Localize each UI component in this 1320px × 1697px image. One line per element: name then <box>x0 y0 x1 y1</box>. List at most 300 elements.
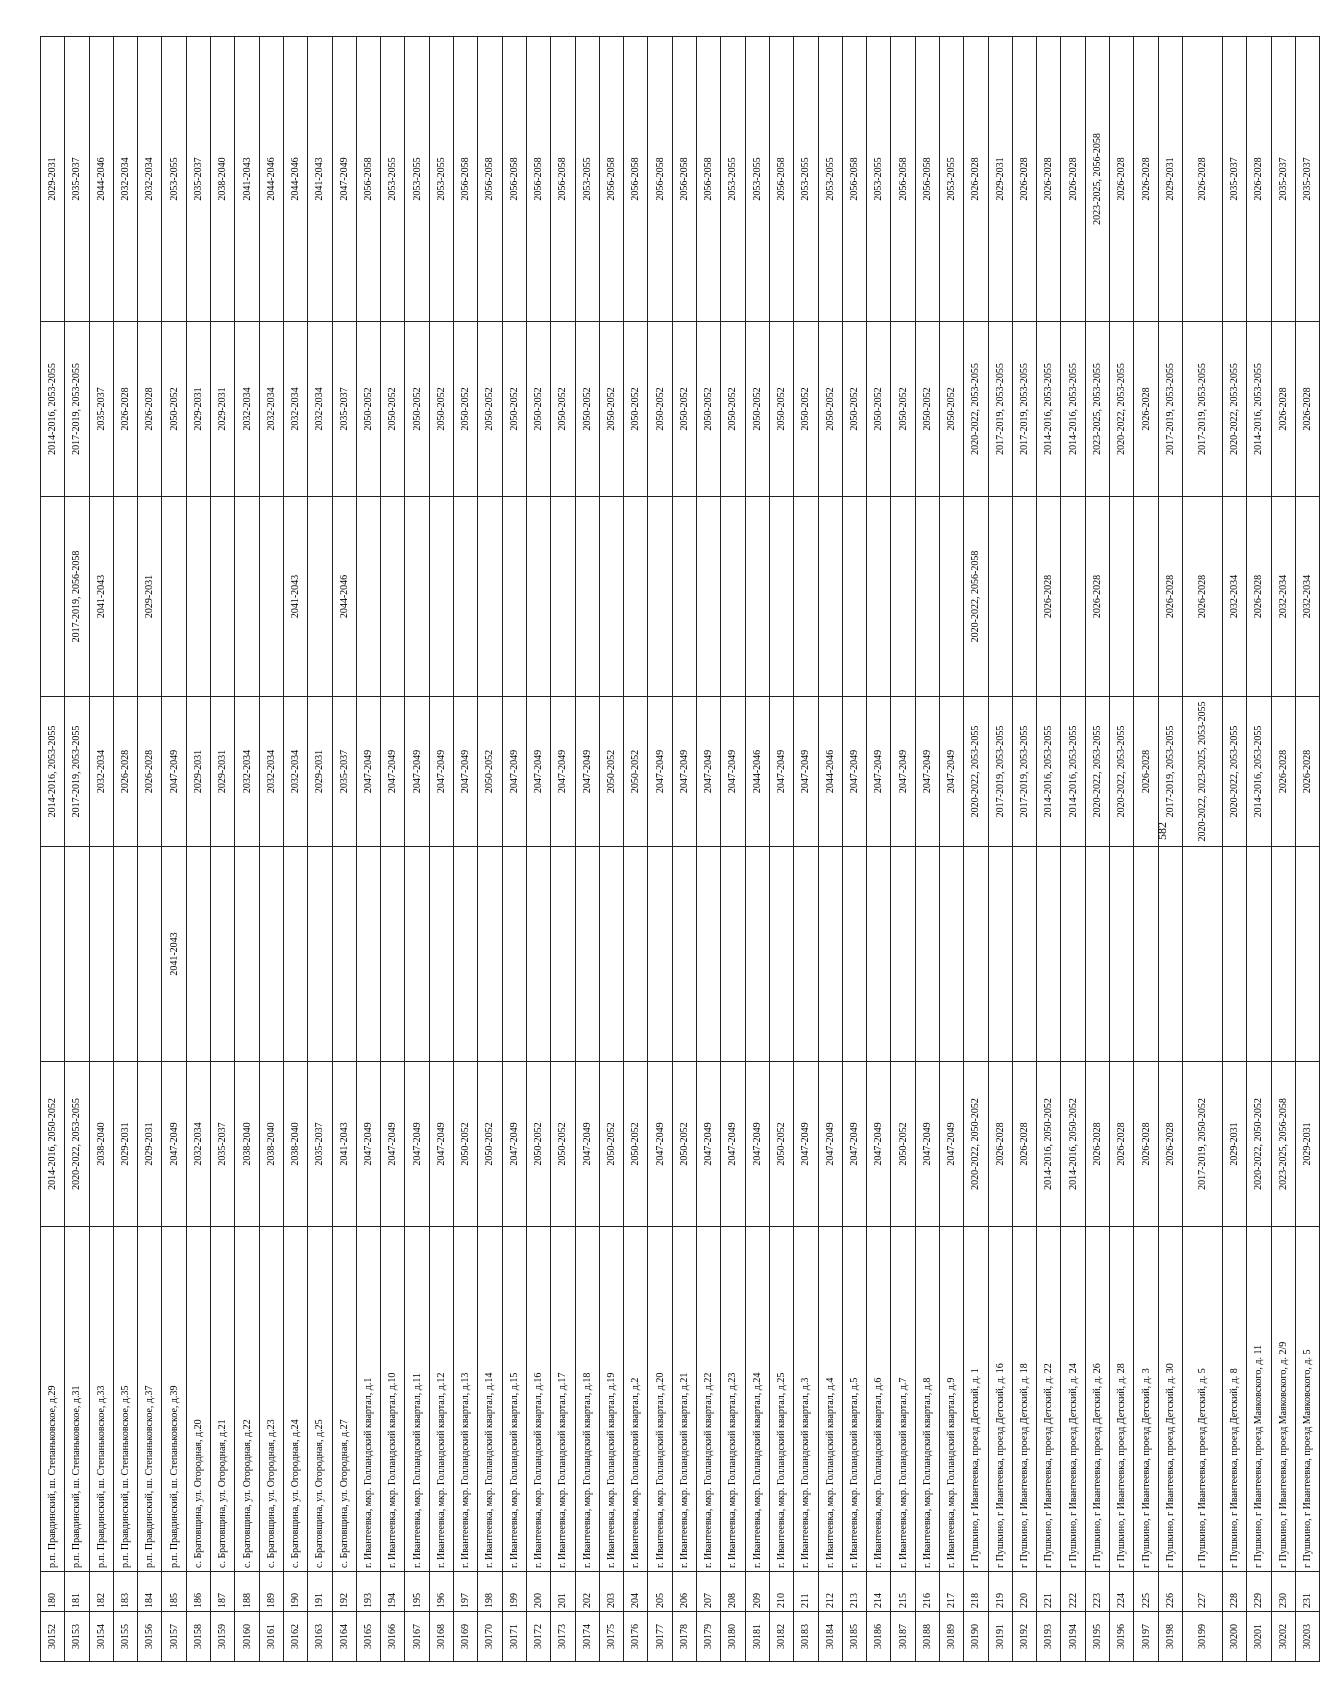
period-4-cell <box>41 497 65 697</box>
row-id-cell: 30155 <box>113 1612 137 1662</box>
period-4-cell: 2026-2028 <box>1158 497 1182 697</box>
period-1-cell: 2047-2049 <box>794 1062 818 1227</box>
period-2-cell <box>502 847 526 1062</box>
period-2-cell <box>867 847 891 1062</box>
period-5-cell: 2017-2019, 2053-2055 <box>988 322 1012 497</box>
row-id-cell: 30191 <box>988 1612 1012 1662</box>
period-5-cell: 2014-2016, 2053-2055 <box>1037 322 1061 497</box>
row-id-cell: 30175 <box>599 1612 623 1662</box>
row-number-cell: 189 <box>259 1572 283 1612</box>
row-number-cell: 213 <box>842 1572 866 1612</box>
period-5-cell: 2050-2052 <box>794 322 818 497</box>
period-2-cell <box>478 847 502 1062</box>
period-2-cell <box>891 847 915 1062</box>
table-row <box>964 37 988 1662</box>
period-1-cell: 2029-2031 <box>138 1062 162 1227</box>
table-row <box>186 37 210 1662</box>
row-number-cell: 231 <box>1295 1572 1319 1612</box>
row-id-cell: 30186 <box>867 1612 891 1662</box>
row-id-cell: 30168 <box>429 1612 453 1662</box>
table-row <box>1182 37 1222 1662</box>
period-4-cell <box>745 497 769 697</box>
row-number-cell: 221 <box>1037 1572 1061 1612</box>
table-row <box>939 37 963 1662</box>
period-1-cell: 2026-2028 <box>1012 1062 1036 1227</box>
period-4-cell: 2029-2031 <box>138 497 162 697</box>
period-3-cell: 2029-2031 <box>211 697 235 847</box>
row-id-cell: 30183 <box>794 1612 818 1662</box>
period-2-cell <box>1158 847 1182 1062</box>
period-4-cell <box>1012 497 1036 697</box>
address-cell: г. Ивантеевка, мкр. Голландский квартал, д.20 <box>648 1227 672 1572</box>
period-4-cell <box>939 497 963 697</box>
row-id-cell: 30177 <box>648 1612 672 1662</box>
period-6-cell: 2056-2058 <box>891 37 915 322</box>
period-6-cell: 2035-2037 <box>1222 37 1246 322</box>
table-row <box>1110 37 1134 1662</box>
period-2-cell <box>1012 847 1036 1062</box>
period-1-cell: 2026-2028 <box>1134 1062 1158 1227</box>
period-6-cell: 2053-2055 <box>818 37 842 322</box>
row-id-cell: 30187 <box>891 1612 915 1662</box>
period-5-cell: 2050-2052 <box>478 322 502 497</box>
period-5-cell: 2017-2019, 2053-2055 <box>65 322 89 497</box>
row-number-cell: 203 <box>599 1572 623 1612</box>
period-1-cell: 2050-2052 <box>891 1062 915 1227</box>
period-2-cell <box>1061 847 1085 1062</box>
address-cell: г Пушкино, г Ивантеевка, проезд Детский, д. 5 <box>1182 1227 1222 1572</box>
row-number-cell: 216 <box>915 1572 939 1612</box>
table-row <box>842 37 866 1662</box>
address-cell: г. Ивантеевка, мкр. Голландский квартал, д.8 <box>915 1227 939 1572</box>
period-5-cell: 2014-2016, 2053-2055 <box>1247 322 1271 497</box>
period-6-cell: 2056-2058 <box>769 37 793 322</box>
period-4-cell <box>478 497 502 697</box>
period-6-cell: 2026-2028 <box>1247 37 1271 322</box>
period-5-cell: 2050-2052 <box>429 322 453 497</box>
period-5-cell: 2050-2052 <box>745 322 769 497</box>
row-number-cell: 215 <box>891 1572 915 1612</box>
address-cell: г Пушкино, г Ивантеевка, проезд Детский, д. 18 <box>1012 1227 1036 1572</box>
period-3-cell: 2050-2052 <box>624 697 648 847</box>
period-4-cell <box>842 497 866 697</box>
row-number-cell: 181 <box>65 1572 89 1612</box>
period-1-cell: 2047-2049 <box>502 1062 526 1227</box>
row-id-cell: 30193 <box>1037 1612 1061 1662</box>
row-id-cell: 30188 <box>915 1612 939 1662</box>
period-2-cell <box>1271 847 1295 1062</box>
period-3-cell: 2032-2034 <box>235 697 259 847</box>
address-cell: с. Братовщина, ул. Огородная, д.24 <box>283 1227 307 1572</box>
row-id-cell: 30180 <box>721 1612 745 1662</box>
row-id-cell: 30164 <box>332 1612 356 1662</box>
period-3-cell: 2014-2016, 2053-2055 <box>1037 697 1061 847</box>
period-6-cell: 2053-2055 <box>794 37 818 322</box>
table-row <box>1012 37 1036 1662</box>
period-2-cell <box>332 847 356 1062</box>
period-2-cell <box>259 847 283 1062</box>
row-number-cell: 194 <box>381 1572 405 1612</box>
row-id-cell: 30174 <box>575 1612 599 1662</box>
row-number-cell: 199 <box>502 1572 526 1612</box>
row-id-cell: 30170 <box>478 1612 502 1662</box>
table-row <box>891 37 915 1662</box>
period-2-cell <box>575 847 599 1062</box>
period-2-cell <box>235 847 259 1062</box>
address-cell: г. Ивантеевка, мкр. Голландский квартал, д.9 <box>939 1227 963 1572</box>
period-5-cell: 2032-2034 <box>259 322 283 497</box>
period-5-cell: 2050-2052 <box>891 322 915 497</box>
period-3-cell: 2047-2049 <box>162 697 186 847</box>
row-number-cell: 184 <box>138 1572 162 1612</box>
address-cell: г. Ивантеевка, мкр. Голландский квартал, д.14 <box>478 1227 502 1572</box>
period-1-cell: 2047-2049 <box>405 1062 429 1227</box>
period-1-cell: 2050-2052 <box>672 1062 696 1227</box>
period-5-cell: 2026-2028 <box>1134 322 1158 497</box>
period-5-cell: 2050-2052 <box>624 322 648 497</box>
period-5-cell: 2023-2025, 2053-2055 <box>1085 322 1109 497</box>
period-4-cell <box>308 497 332 697</box>
period-4-cell <box>526 497 550 697</box>
period-4-cell: 2032-2034 <box>1271 497 1295 697</box>
period-2-cell <box>308 847 332 1062</box>
period-3-cell: 2044-2046 <box>745 697 769 847</box>
period-2-cell <box>454 847 478 1062</box>
row-id-cell: 30185 <box>842 1612 866 1662</box>
period-5-cell: 2026-2028 <box>1295 322 1319 497</box>
period-1-cell: 2038-2040 <box>259 1062 283 1227</box>
period-4-cell <box>454 497 478 697</box>
row-id-cell: 30163 <box>308 1612 332 1662</box>
address-cell: г. Ивантеевка, мкр. Голландский квартал, д.23 <box>721 1227 745 1572</box>
period-4-cell: 2026-2028 <box>1247 497 1271 697</box>
table-row <box>1134 37 1158 1662</box>
period-6-cell: 2056-2058 <box>454 37 478 322</box>
table-row <box>1222 37 1246 1662</box>
period-5-cell: 2032-2034 <box>235 322 259 497</box>
address-cell: р.п. Правдинский, ш. Степаньковское, д.39 <box>162 1227 186 1572</box>
period-2-cell <box>1222 847 1246 1062</box>
period-6-cell: 2056-2058 <box>672 37 696 322</box>
period-4-cell <box>891 497 915 697</box>
period-6-cell: 2026-2028 <box>1110 37 1134 322</box>
period-3-cell: 2014-2016, 2053-2055 <box>41 697 65 847</box>
period-4-cell <box>915 497 939 697</box>
table-row <box>794 37 818 1662</box>
period-3-cell: 2047-2049 <box>794 697 818 847</box>
row-id-cell: 30171 <box>502 1612 526 1662</box>
period-4-cell <box>381 497 405 697</box>
period-6-cell: 2035-2037 <box>1271 37 1295 322</box>
row-number-cell: 180 <box>41 1572 65 1612</box>
period-3-cell: 2026-2028 <box>113 697 137 847</box>
row-number-cell: 202 <box>575 1572 599 1612</box>
table-row <box>1158 37 1182 1662</box>
period-3-cell: 2050-2052 <box>478 697 502 847</box>
period-3-cell: 2035-2037 <box>332 697 356 847</box>
period-1-cell: 2047-2049 <box>745 1062 769 1227</box>
table-row <box>624 37 648 1662</box>
table-row <box>818 37 842 1662</box>
period-2-cell <box>672 847 696 1062</box>
period-5-cell: 2026-2028 <box>113 322 137 497</box>
period-1-cell: 2047-2049 <box>648 1062 672 1227</box>
period-4-cell <box>818 497 842 697</box>
period-5-cell: 2050-2052 <box>915 322 939 497</box>
row-id-cell: 30152 <box>41 1612 65 1662</box>
period-3-cell: 2017-2019, 2053-2055 <box>65 697 89 847</box>
table-row <box>745 37 769 1662</box>
period-2-cell <box>1295 847 1319 1062</box>
period-5-cell: 2032-2034 <box>283 322 307 497</box>
address-cell: р.п. Правдинский, ш. Степаньковское, д.29 <box>41 1227 65 1572</box>
period-5-cell: 2050-2052 <box>381 322 405 497</box>
period-2-cell <box>769 847 793 1062</box>
period-1-cell: 2026-2028 <box>1085 1062 1109 1227</box>
address-cell: г Пушкино, г Ивантеевка, проезд Детский, д. 22 <box>1037 1227 1061 1572</box>
period-5-cell: 2026-2028 <box>1271 322 1295 497</box>
address-cell: с. Братовщина, ул. Огородная, д.25 <box>308 1227 332 1572</box>
period-2-cell <box>356 847 380 1062</box>
row-number-cell: 210 <box>769 1572 793 1612</box>
period-1-cell: 2047-2049 <box>867 1062 891 1227</box>
period-6-cell: 2032-2034 <box>113 37 137 322</box>
rotated-page <box>40 37 1313 1662</box>
period-4-cell: 2041-2043 <box>89 497 113 697</box>
period-5-cell: 2050-2052 <box>575 322 599 497</box>
period-2-cell <box>599 847 623 1062</box>
period-4-cell <box>1134 497 1158 697</box>
address-cell: г. Ивантеевка, мкр. Голландский квартал, д.2 <box>624 1227 648 1572</box>
period-5-cell: 2035-2037 <box>89 322 113 497</box>
period-5-cell: 2050-2052 <box>648 322 672 497</box>
period-4-cell <box>769 497 793 697</box>
row-number-cell: 207 <box>697 1572 721 1612</box>
row-number-cell: 218 <box>964 1572 988 1612</box>
address-cell: с. Братовщина, ул. Огородная, д.22 <box>235 1227 259 1572</box>
period-6-cell: 2038-2040 <box>211 37 235 322</box>
period-3-cell: 2047-2049 <box>526 697 550 847</box>
row-number-cell: 208 <box>721 1572 745 1612</box>
period-1-cell: 2014-2016, 2050-2052 <box>41 1062 65 1227</box>
period-1-cell: 2047-2049 <box>356 1062 380 1227</box>
period-6-cell: 2056-2058 <box>599 37 623 322</box>
row-number-cell: 191 <box>308 1572 332 1612</box>
address-cell: г Пушкино, г Ивантеевка, проезд Маяковского, д. 5 <box>1295 1227 1319 1572</box>
period-4-cell <box>697 497 721 697</box>
period-5-cell: 2020-2022, 2053-2055 <box>1110 322 1134 497</box>
period-6-cell: 2056-2058 <box>648 37 672 322</box>
row-number-cell: 227 <box>1182 1572 1222 1612</box>
row-id-cell: 30156 <box>138 1612 162 1662</box>
period-3-cell: 2029-2031 <box>186 697 210 847</box>
period-3-cell: 2047-2049 <box>721 697 745 847</box>
row-number-cell: 230 <box>1271 1572 1295 1612</box>
table-row <box>988 37 1012 1662</box>
period-5-cell: 2050-2052 <box>697 322 721 497</box>
period-1-cell: 2047-2049 <box>429 1062 453 1227</box>
period-1-cell: 2050-2052 <box>624 1062 648 1227</box>
table-row <box>381 37 405 1662</box>
row-id-cell: 30167 <box>405 1612 429 1662</box>
period-6-cell: 2035-2037 <box>65 37 89 322</box>
row-id-cell: 30192 <box>1012 1612 1036 1662</box>
period-1-cell: 2029-2031 <box>113 1062 137 1227</box>
row-number-cell: 225 <box>1134 1572 1158 1612</box>
period-1-cell: 2020-2022, 2050-2052 <box>1247 1062 1271 1227</box>
row-id-cell: 30173 <box>551 1612 575 1662</box>
row-id-cell: 30166 <box>381 1612 405 1662</box>
period-1-cell: 2047-2049 <box>162 1062 186 1227</box>
period-6-cell: 2026-2028 <box>964 37 988 322</box>
period-6-cell: 2056-2058 <box>526 37 550 322</box>
period-4-cell <box>186 497 210 697</box>
row-id-cell: 30169 <box>454 1612 478 1662</box>
table-row <box>551 37 575 1662</box>
period-3-cell: 2047-2049 <box>502 697 526 847</box>
table-row <box>648 37 672 1662</box>
period-4-cell <box>599 497 623 697</box>
period-5-cell: 2020-2022, 2053-2055 <box>964 322 988 497</box>
row-number-cell: 226 <box>1158 1572 1182 1612</box>
row-number-cell: 222 <box>1061 1572 1085 1612</box>
period-5-cell: 2050-2052 <box>454 322 478 497</box>
row-number-cell: 196 <box>429 1572 453 1612</box>
period-1-cell: 2050-2052 <box>526 1062 550 1227</box>
address-cell: с. Братовщина, ул. Огородная, д.20 <box>186 1227 210 1572</box>
period-6-cell: 2026-2028 <box>1037 37 1061 322</box>
period-6-cell: 2029-2031 <box>41 37 65 322</box>
period-6-cell: 2053-2055 <box>575 37 599 322</box>
period-2-cell <box>745 847 769 1062</box>
row-number-cell: 192 <box>332 1572 356 1612</box>
row-id-cell: 30182 <box>769 1612 793 1662</box>
period-2-cell <box>283 847 307 1062</box>
period-1-cell: 2026-2028 <box>988 1062 1012 1227</box>
period-4-cell <box>429 497 453 697</box>
period-5-cell: 2032-2034 <box>308 322 332 497</box>
period-5-cell: 2026-2028 <box>138 322 162 497</box>
address-cell: г Пушкино, г Ивантеевка, проезд Маяковского, д. 2/9 <box>1271 1227 1295 1572</box>
period-6-cell: 2056-2058 <box>915 37 939 322</box>
period-2-cell <box>1134 847 1158 1062</box>
address-cell: г. Ивантеевка, мкр. Голландский квартал, д.21 <box>672 1227 696 1572</box>
period-3-cell: 2017-2019, 2053-2055 <box>1012 697 1036 847</box>
period-4-cell: 2041-2043 <box>283 497 307 697</box>
period-4-cell: 2026-2028 <box>1182 497 1222 697</box>
period-5-cell: 2050-2052 <box>939 322 963 497</box>
period-4-cell <box>113 497 137 697</box>
period-3-cell: 2020-2022, 2053-2055 <box>964 697 988 847</box>
period-1-cell: 2050-2052 <box>454 1062 478 1227</box>
period-6-cell: 2056-2058 <box>697 37 721 322</box>
period-5-cell: 2050-2052 <box>721 322 745 497</box>
address-cell: г Пушкино, г Ивантеевка, проезд Детский, д. 1 <box>964 1227 988 1572</box>
table-row <box>1037 37 1061 1662</box>
period-1-cell: 2050-2052 <box>478 1062 502 1227</box>
address-cell: р.п. Правдинский, ш. Степаньковское, д.31 <box>65 1227 89 1572</box>
period-6-cell: 2044-2046 <box>89 37 113 322</box>
period-5-cell: 2050-2052 <box>842 322 866 497</box>
period-2-cell <box>721 847 745 1062</box>
period-1-cell: 2014-2016, 2050-2052 <box>1037 1062 1061 1227</box>
table-row <box>575 37 599 1662</box>
period-3-cell: 2020-2022, 2053-2055 <box>1110 697 1134 847</box>
period-5-cell: 2050-2052 <box>599 322 623 497</box>
row-number-cell: 229 <box>1247 1572 1271 1612</box>
period-3-cell: 2047-2049 <box>454 697 478 847</box>
period-6-cell: 2053-2055 <box>721 37 745 322</box>
period-5-cell: 2050-2052 <box>526 322 550 497</box>
period-6-cell: 2053-2055 <box>405 37 429 322</box>
period-3-cell: 2014-2016, 2053-2055 <box>1247 697 1271 847</box>
row-id-cell: 30189 <box>939 1612 963 1662</box>
period-1-cell: 2050-2052 <box>599 1062 623 1227</box>
period-4-cell <box>235 497 259 697</box>
address-cell: г Пушкино, г Ивантеевка, проезд Маяковского, д. 11 <box>1247 1227 1271 1572</box>
period-6-cell: 2035-2037 <box>186 37 210 322</box>
period-2-cell <box>65 847 89 1062</box>
address-cell: г Пушкино, г Ивантеевка, проезд Детский, д. 30 <box>1158 1227 1182 1572</box>
period-1-cell: 2026-2028 <box>1110 1062 1134 1227</box>
schedule-table <box>40 36 1320 1662</box>
period-3-cell: 2020-2022, 2023-2025, 2053-2055 <box>1182 697 1222 847</box>
table-row <box>89 37 113 1662</box>
period-6-cell: 2053-2055 <box>939 37 963 322</box>
table-row <box>211 37 235 1662</box>
address-cell: г Пушкино, г Ивантеевка, проезд Детский, д. 3 <box>1134 1227 1158 1572</box>
table-row <box>599 37 623 1662</box>
table-row <box>721 37 745 1662</box>
period-2-cell <box>41 847 65 1062</box>
period-4-cell: 2044-2046 <box>332 497 356 697</box>
table-row <box>502 37 526 1662</box>
period-2-cell <box>1110 847 1134 1062</box>
period-3-cell: 2047-2049 <box>672 697 696 847</box>
table-body <box>41 37 1320 1662</box>
period-3-cell: 2020-2022, 2053-2055 <box>1085 697 1109 847</box>
table-row <box>356 37 380 1662</box>
row-id-cell: 30202 <box>1271 1612 1295 1662</box>
period-2-cell <box>551 847 575 1062</box>
period-3-cell: 2047-2049 <box>842 697 866 847</box>
table-row <box>1271 37 1295 1662</box>
period-2-cell <box>964 847 988 1062</box>
period-3-cell: 2047-2049 <box>697 697 721 847</box>
period-6-cell: 2053-2055 <box>429 37 453 322</box>
row-number-cell: 190 <box>283 1572 307 1612</box>
row-number-cell: 205 <box>648 1572 672 1612</box>
address-cell: г. Ивантеевка, мкр. Голландский квартал, д.5 <box>842 1227 866 1572</box>
period-6-cell: 2041-2043 <box>235 37 259 322</box>
period-5-cell: 2029-2031 <box>211 322 235 497</box>
period-6-cell: 2035-2037 <box>1295 37 1319 322</box>
period-3-cell: 2047-2049 <box>356 697 380 847</box>
period-1-cell: 2047-2049 <box>842 1062 866 1227</box>
table-row <box>867 37 891 1662</box>
period-6-cell: 2026-2028 <box>1061 37 1085 322</box>
row-number-cell: 201 <box>551 1572 575 1612</box>
address-cell: г. Ивантеевка, мкр. Голландский квартал, д.6 <box>867 1227 891 1572</box>
address-cell: г Пушкино, г Ивантеевка, проезд Детский, д. 16 <box>988 1227 1012 1572</box>
period-3-cell: 2020-2022, 2053-2055 <box>1222 697 1246 847</box>
row-id-cell: 30196 <box>1110 1612 1134 1662</box>
period-3-cell: 2017-2019, 2053-2055 <box>988 697 1012 847</box>
row-number-cell: 212 <box>818 1572 842 1612</box>
period-2-cell <box>624 847 648 1062</box>
period-3-cell: 2026-2028 <box>1295 697 1319 847</box>
row-number-cell: 182 <box>89 1572 113 1612</box>
